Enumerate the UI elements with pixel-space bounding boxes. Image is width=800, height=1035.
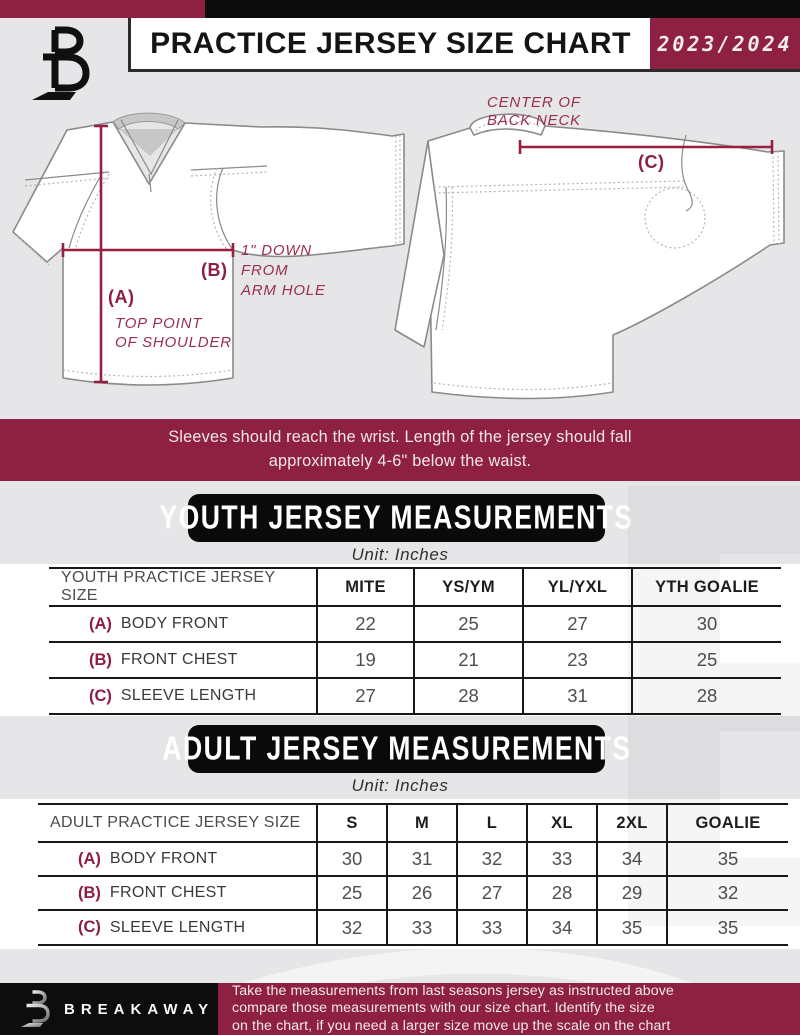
adult-cell: 27 bbox=[456, 877, 526, 911]
page-title: PRACTICE JERSEY SIZE CHART bbox=[150, 26, 631, 60]
adult-col-header: XL bbox=[526, 805, 596, 843]
youth-col-header: YS/YM bbox=[413, 569, 522, 607]
adult-cell: 33 bbox=[526, 843, 596, 877]
youth-row-label: (B) FRONT CHEST bbox=[49, 643, 316, 679]
adult-col-header: GOALIE bbox=[666, 805, 788, 843]
youth-cell: 28 bbox=[631, 679, 781, 715]
caption-a-line2: OF SHOULDER bbox=[115, 334, 232, 351]
breakaway-logo-icon bbox=[20, 989, 52, 1029]
youth-col-header: YL/YXL bbox=[522, 569, 631, 607]
marker-b: (B) bbox=[201, 260, 228, 280]
brand-name: BREAKAWAY bbox=[64, 1000, 215, 1018]
adult-cell: 32 bbox=[666, 877, 788, 911]
adult-cell: 32 bbox=[316, 911, 386, 946]
marker-key: (C) bbox=[89, 686, 112, 705]
youth-cell: 27 bbox=[522, 607, 631, 643]
youth-cell: 22 bbox=[316, 607, 413, 643]
footer-line3: on the chart, if you need a larger size move up the scale on the chart bbox=[232, 1017, 671, 1034]
footer-brand-block bbox=[0, 983, 218, 1035]
adult-cell: 34 bbox=[526, 911, 596, 946]
footer-instructions bbox=[218, 983, 800, 1035]
marker-key: (A) bbox=[89, 614, 112, 633]
youth-cell: 25 bbox=[631, 643, 781, 679]
breakaway-logo-icon bbox=[30, 24, 94, 104]
adult-size-table bbox=[38, 803, 788, 946]
adult-row-label: (B) FRONT CHEST bbox=[38, 877, 316, 911]
adult-cell: 25 bbox=[316, 877, 386, 911]
adult-cell: 28 bbox=[526, 877, 596, 911]
adult-cell: 35 bbox=[666, 911, 788, 946]
adult-cell: 32 bbox=[456, 843, 526, 877]
caption-a-line1: TOP POINT bbox=[115, 315, 203, 332]
youth-cell: 25 bbox=[413, 607, 522, 643]
jersey-front-diagram bbox=[5, 100, 435, 415]
adult-cell: 29 bbox=[596, 877, 666, 911]
marker-key: (C) bbox=[78, 918, 101, 936]
header-maroon-bar bbox=[0, 0, 205, 18]
footer-line1: Take the measurements from last seasons jersey as instructed above bbox=[232, 983, 674, 1000]
season-badge bbox=[650, 18, 800, 69]
footer-line2: compare those measurements with our size chart. Identify the size bbox=[232, 1000, 655, 1017]
season-label: 2023/2024 bbox=[657, 31, 793, 56]
jersey-back-diagram bbox=[388, 95, 800, 415]
marker-c: (C) bbox=[638, 152, 665, 172]
youth-col-header: MITE bbox=[316, 569, 413, 607]
title-underline bbox=[128, 69, 800, 72]
footer bbox=[0, 983, 800, 1035]
adult-unit-label: Unit: Inches bbox=[351, 776, 449, 795]
adult-cell: 30 bbox=[316, 843, 386, 877]
title-banner bbox=[128, 18, 650, 69]
youth-cell: 23 bbox=[522, 643, 631, 679]
adult-col-header: ADULT PRACTICE JERSEY SIZE bbox=[38, 805, 316, 843]
marker-key: (A) bbox=[78, 849, 101, 868]
adult-col-header: L bbox=[456, 805, 526, 843]
fit-notice-banner bbox=[0, 419, 800, 481]
fit-notice-line1: Sleeves should reach the wrist. Length of the jersey should fall bbox=[168, 428, 632, 447]
marker-key: (B) bbox=[78, 883, 101, 902]
youth-cell: 21 bbox=[413, 643, 522, 679]
adult-col-header: S bbox=[316, 805, 386, 843]
adult-col-header: M bbox=[386, 805, 456, 843]
adult-cell: 33 bbox=[386, 911, 456, 946]
fit-notice-line2: approximately 4-6" below the waist. bbox=[268, 452, 532, 470]
youth-cell: 31 bbox=[522, 679, 631, 715]
youth-row-label: (A) BODY FRONT bbox=[49, 607, 316, 643]
adult-cell: 35 bbox=[666, 843, 788, 877]
header-black-bar bbox=[205, 0, 800, 18]
youth-section-heading: YOUTH JERSEY MEASUREMENTS bbox=[188, 494, 605, 542]
youth-unit-label: Unit: Inches bbox=[351, 545, 449, 564]
caption-c-line1: CENTER OF bbox=[487, 95, 581, 111]
adult-row-label: (A) BODY FRONT bbox=[38, 843, 316, 877]
adult-cell: 31 bbox=[386, 843, 456, 877]
youth-cell: 19 bbox=[316, 643, 413, 679]
marker-a: (A) bbox=[108, 287, 135, 307]
adult-cell: 35 bbox=[596, 911, 666, 946]
caption-b-line3: ARM HOLE bbox=[241, 282, 326, 299]
caption-c-line2: BACK NECK bbox=[487, 112, 581, 129]
adult-section-heading: ADULT JERSEY MEASUREMENTS bbox=[188, 725, 605, 773]
youth-size-table bbox=[49, 567, 781, 715]
caption-b-line2: FROM bbox=[241, 262, 289, 279]
marker-key: (B) bbox=[89, 650, 112, 669]
youth-cell: 28 bbox=[413, 679, 522, 715]
adult-col-header: 2XL bbox=[596, 805, 666, 843]
youth-col-header: YOUTH PRACTICE JERSEY SIZE bbox=[49, 569, 316, 607]
adult-cell: 26 bbox=[386, 877, 456, 911]
caption-b-line1: 1" DOWN bbox=[241, 242, 312, 259]
youth-col-header: YTH GOALIE bbox=[631, 569, 781, 607]
adult-cell: 34 bbox=[596, 843, 666, 877]
youth-row-label: (C) SLEEVE LENGTH bbox=[49, 679, 316, 715]
youth-cell: 27 bbox=[316, 679, 413, 715]
adult-cell: 33 bbox=[456, 911, 526, 946]
youth-cell: 30 bbox=[631, 607, 781, 643]
adult-row-label: (C) SLEEVE LENGTH bbox=[38, 911, 316, 946]
